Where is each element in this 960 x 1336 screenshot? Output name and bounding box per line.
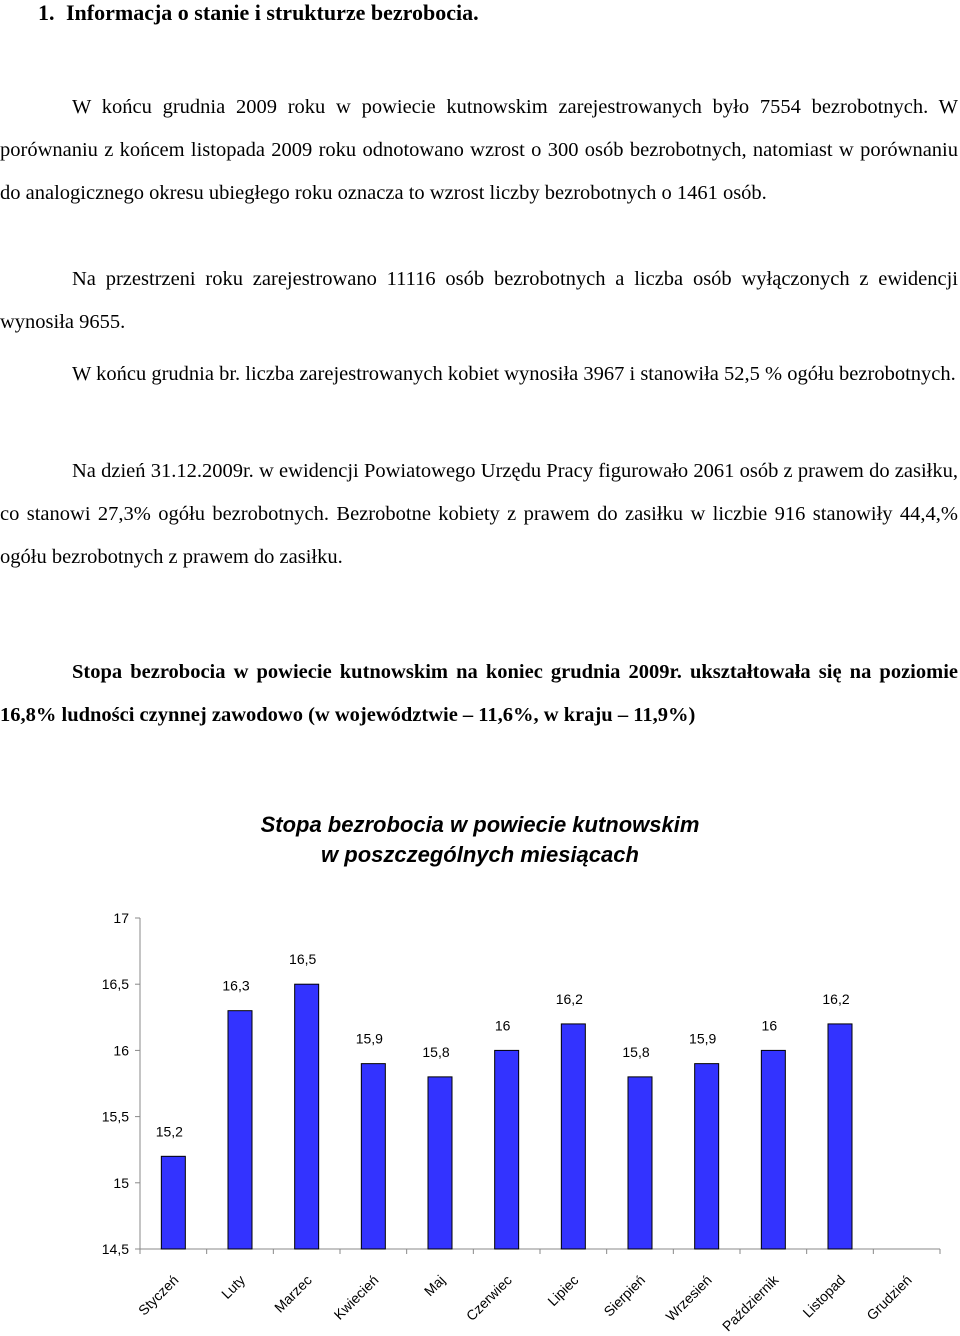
- data-label: 16,5: [289, 951, 317, 968]
- data-label: 15,9: [689, 1030, 717, 1047]
- chart-title-line-2: w poszczególnych miesiącach: [321, 842, 639, 867]
- paragraph-women: W końcu grudnia br. liczba zarejestrowanych kobiet wynosiła 3967 i stanowiła 52,5 % ogółu bezrobotnych.: [72, 363, 956, 385]
- category-label: Listopad: [799, 1271, 849, 1321]
- y-tick-label: 15: [113, 1174, 129, 1191]
- bar: [495, 1050, 519, 1249]
- data-label: 16,2: [555, 990, 583, 1007]
- bar: [361, 1064, 385, 1249]
- category-label: Październik: [718, 1271, 782, 1335]
- data-label: 16,2: [822, 990, 850, 1007]
- bar: [428, 1077, 452, 1249]
- y-tick-label: 16: [113, 1042, 129, 1059]
- category-label: Lipiec: [544, 1271, 582, 1309]
- chart-title-line-1: Stopa bezrobocia w powiecie kutnowskim: [260, 812, 700, 837]
- data-label: 15,8: [622, 1043, 650, 1060]
- bar: [228, 1011, 252, 1249]
- section-title: Informacja o stanie i strukturze bezrobocia.: [66, 0, 479, 25]
- category-label: Wrzesień: [662, 1271, 715, 1325]
- section-number: 1.: [38, 0, 55, 25]
- bar: [761, 1050, 785, 1249]
- chart-title: [0, 810, 960, 870]
- data-label: 16: [761, 1017, 778, 1034]
- category-label: Styczeń: [134, 1271, 182, 1319]
- bar: [828, 1024, 852, 1249]
- paragraph-unemployed-total: W końcu grudnia 2009 roku w powiecie kutnowskim zarejestrowanych było 7554 bezrobotnych. W porównaniu z końcem listopada 2009 roku odnotowano wzrost o 300 osób bezrobotnych, natomiast w porównaniu do analogicznego okresu ubiegłego roku oznacza to wzrost liczby bezrobotnych o 1461 osób.: [0, 96, 958, 204]
- data-label: 16: [494, 1017, 511, 1034]
- bar: [295, 984, 319, 1249]
- paragraph-unemployment-rate-summary: Stopa bezrobocia w powiecie kutnowskim na koniec grudnia 2009r. ukształtowała się na poziomie 16,8% ludności czynnej zawodowo (w województwie – 11,6%, w kraju – 11,9%): [0, 661, 958, 726]
- paragraph-registered-year: Na przestrzeni roku zarejestrowano 11116 osób bezrobotnych a liczba osób wyłączonych z ewidencji wynosiła 9655.: [0, 268, 958, 333]
- y-tick-label: 16,5: [101, 976, 129, 993]
- data-label: 16,3: [222, 977, 250, 994]
- category-label: Czerwiec: [462, 1271, 515, 1324]
- bar: [628, 1077, 652, 1249]
- category-label: Luty: [218, 1271, 249, 1302]
- category-label: Grudzień: [863, 1271, 915, 1324]
- category-label: Marzec: [271, 1271, 315, 1316]
- bar: [161, 1156, 185, 1249]
- category-label: Kwiecień: [330, 1271, 382, 1323]
- data-label: 15,9: [355, 1030, 383, 1047]
- y-tick-label: 14,5: [101, 1241, 129, 1257]
- data-label: 15,2: [155, 1123, 183, 1140]
- category-label: Maj: [420, 1271, 449, 1300]
- bar: [695, 1064, 719, 1249]
- bar: [561, 1024, 585, 1249]
- section-heading: [38, 0, 479, 26]
- y-tick-label: 15,5: [101, 1108, 129, 1125]
- bar-chart: [0, 890, 960, 1336]
- category-label: Sierpień: [600, 1271, 649, 1320]
- paragraph-benefit: Na dzień 31.12.2009r. w ewidencji Powiatowego Urzędu Pracy figurowało 2061 osób z prawem do zasiłku, co stanowi 27,3% ogółu bezrobotnych. Bezrobotne kobiety z prawem do zasiłku w liczbie 916 stanowiły 44,4,% ogółu bezrobotnych z prawem do zasiłku.: [0, 460, 958, 568]
- data-label: 15,8: [422, 1043, 450, 1060]
- y-tick-label: 17: [113, 910, 129, 926]
